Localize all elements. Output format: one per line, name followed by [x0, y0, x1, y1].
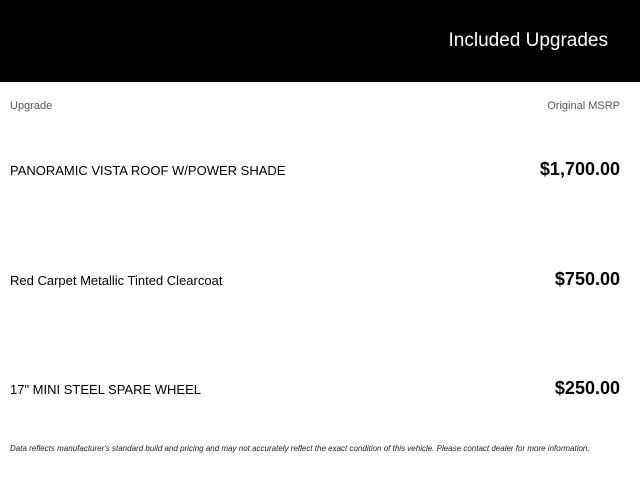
upgrade-price: $750.00	[554, 269, 620, 289]
upgrade-name: 17" MINI STEEL SPARE WHEEL	[10, 382, 202, 397]
column-header-upgrade: Upgrade	[10, 100, 53, 112]
page-title: Included Upgrades	[448, 30, 608, 51]
disclaimer-text: Data reflects manufacturer's standard build and pricing and may not accurately reflect the exact condition of this vehicle. Please contact dealer for more information.	[10, 444, 590, 453]
upgrade-price: $250.00	[554, 378, 620, 398]
upgrade-row	[0, 159, 640, 183]
upgrade-name: Red Carpet Metallic Tinted Clearcoat	[10, 273, 223, 288]
upgrade-row	[0, 269, 640, 293]
column-header-msrp: Original MSRP	[547, 100, 620, 112]
header-bar	[0, 0, 640, 82]
upgrade-name: PANORAMIC VISTA ROOF W/POWER SHADE	[10, 163, 286, 178]
upgrade-price: $1,700.00	[539, 159, 620, 179]
upgrade-row	[0, 378, 640, 402]
